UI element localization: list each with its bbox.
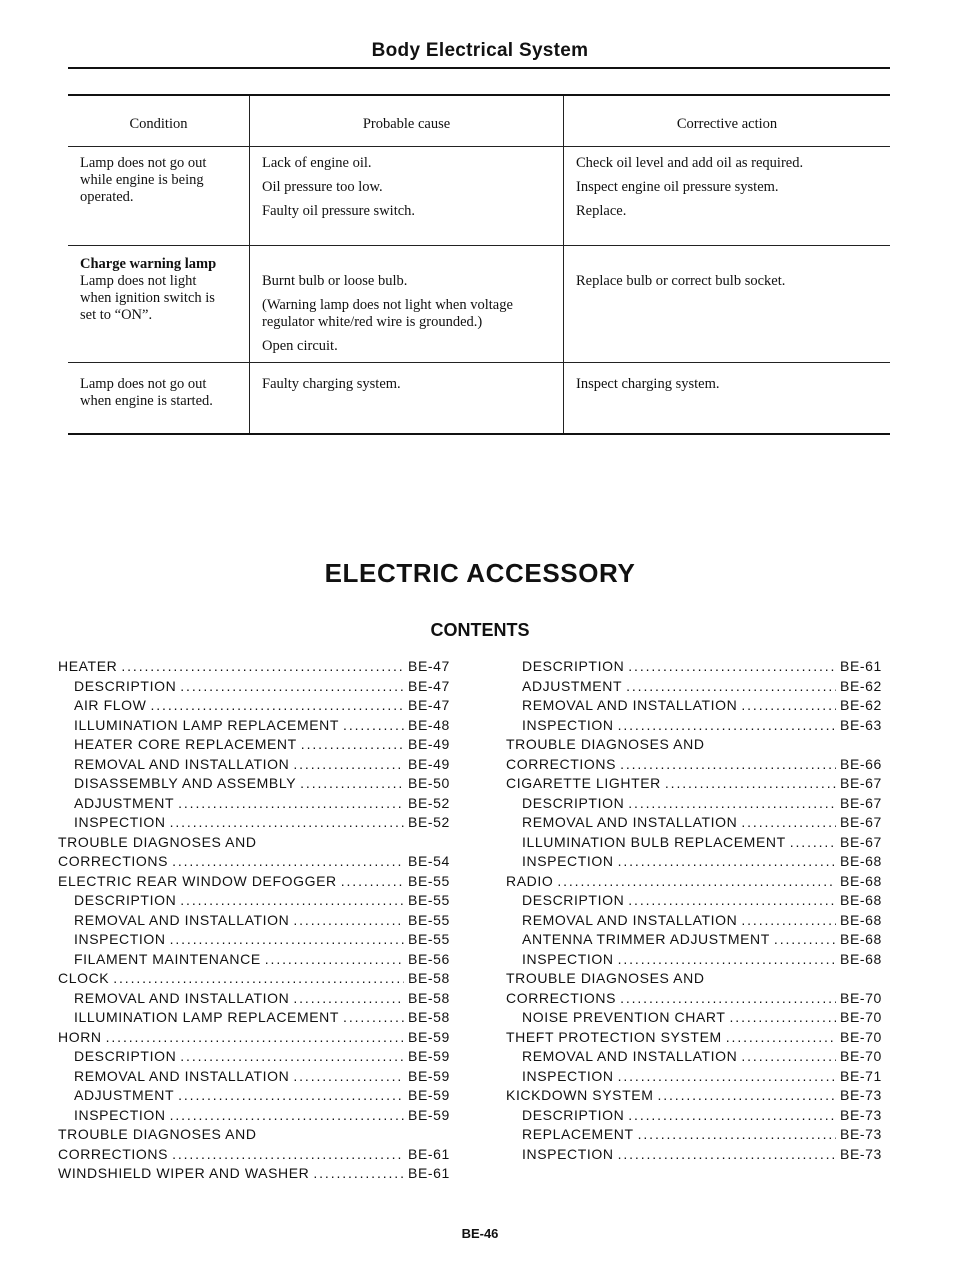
- toc-entry-page: BE-68: [840, 892, 882, 908]
- toc-leader-dots: [730, 1009, 836, 1025]
- toc-entry-page: BE-59: [408, 1067, 450, 1084]
- toc-entry[interactable]: [506, 970, 890, 990]
- toc-leader-dots: [618, 951, 836, 967]
- toc-entry[interactable]: [506, 678, 890, 698]
- toc-entry[interactable]: [506, 853, 890, 873]
- toc-entry[interactable]: [506, 834, 890, 854]
- condition-line: set to “ON”.: [80, 307, 153, 323]
- toc-entry[interactable]: [58, 1087, 458, 1107]
- toc-leader-dots: [293, 756, 404, 772]
- toc-entry[interactable]: [506, 873, 890, 893]
- section-title: ELECTRIC ACCESSORY: [324, 558, 636, 588]
- toc-entry-label: TROUBLE DIAGNOSES AND: [58, 833, 257, 850]
- toc-entry-label: ILLUMINATION LAMP REPLACEMENT: [74, 1009, 340, 1025]
- toc-leader-dots: [293, 1068, 404, 1084]
- column-header-action: Corrective action: [676, 116, 778, 132]
- action-item: Inspect charging system.: [576, 376, 720, 392]
- toc-entry-page: BE-63: [840, 716, 882, 733]
- toc-entry-page: BE-55: [408, 911, 450, 928]
- toc-entry[interactable]: [506, 1146, 890, 1166]
- toc-entry-label: AIR FLOW: [74, 697, 147, 713]
- toc-column-right: [506, 658, 890, 1165]
- toc-entry-page: BE-68: [840, 950, 882, 967]
- toc-entry-label: DESCRIPTION: [74, 892, 177, 908]
- toc-entry-label: HORN: [58, 1028, 102, 1045]
- toc-entry-label: ADJUSTMENT: [522, 677, 623, 694]
- toc-entry[interactable]: [506, 736, 890, 756]
- toc-entry-label: REMOVAL AND INSTALLATION: [522, 1048, 738, 1064]
- toc-entry-page: BE-56: [408, 950, 450, 967]
- toc-entry-page: BE-47: [408, 658, 450, 674]
- toc-entry-label: INSPECTION: [522, 1145, 614, 1162]
- toc-entry-page: BE-67: [840, 794, 882, 811]
- toc-entry[interactable]: [506, 1068, 890, 1088]
- toc-entry-page: BE-67: [840, 833, 882, 850]
- toc-entry[interactable]: [506, 697, 890, 717]
- toc-entry-label: DESCRIPTION: [74, 677, 177, 694]
- toc-entry[interactable]: [506, 990, 890, 1010]
- toc-leader-dots: [343, 717, 404, 733]
- toc-entry-page: BE-50: [408, 775, 450, 791]
- column-header-cause: Probable cause: [250, 96, 564, 146]
- toc-entry-label: TROUBLE DIAGNOSES AND: [506, 970, 705, 986]
- toc-entry-page: BE-61: [408, 1145, 450, 1162]
- toc-entry-page: BE-59: [408, 1028, 450, 1045]
- toc-entry-label: INSPECTION: [522, 1067, 614, 1084]
- condition-line: when engine is started.: [80, 393, 213, 409]
- toc-entry-page: BE-66: [840, 755, 882, 772]
- toc-leader-dots: [628, 892, 836, 908]
- toc-leader-dots: [741, 814, 836, 830]
- toc-entry-page: BE-73: [840, 1087, 882, 1103]
- toc-leader-dots: [313, 1165, 404, 1181]
- toc-entry-page: BE-68: [840, 853, 882, 869]
- contents-heading: CONTENTS: [430, 620, 530, 640]
- toc-entry[interactable]: [506, 1087, 890, 1107]
- toc-entry-page: BE-62: [840, 697, 882, 713]
- toc-entry[interactable]: [506, 912, 890, 932]
- toc-entry-label: REMOVAL AND INSTALLATION: [522, 697, 738, 713]
- toc-leader-dots: [106, 1029, 404, 1045]
- cause-cell: [250, 147, 564, 245]
- toc-entry-page: BE-48: [408, 716, 450, 733]
- toc-entry-label: CORRECTIONS: [58, 1145, 169, 1162]
- toc-entry-page: BE-68: [840, 872, 882, 889]
- toc-leader-dots: [113, 970, 404, 986]
- toc-entry[interactable]: [58, 853, 458, 873]
- toc-entry-page: BE-70: [840, 1048, 882, 1064]
- toc-leader-dots: [618, 1146, 836, 1162]
- toc-leader-dots: [180, 678, 404, 694]
- toc-entry[interactable]: [58, 1009, 458, 1029]
- action-cell: [564, 147, 890, 245]
- toc-entry-label: HEATER CORE REPLACEMENT: [74, 736, 297, 752]
- cause-cell: [250, 246, 564, 362]
- toc-leader-dots: [665, 775, 836, 791]
- toc-entry-label: REPLACEMENT: [522, 1126, 634, 1142]
- toc-leader-dots: [178, 1087, 404, 1103]
- toc-entry-page: BE-49: [408, 755, 450, 772]
- toc-entry[interactable]: [506, 1126, 890, 1146]
- toc-leader-dots: [618, 1068, 836, 1084]
- toc-entry-page: BE-47: [408, 697, 450, 713]
- toc-entry[interactable]: [58, 658, 458, 678]
- toc-entry[interactable]: [58, 697, 458, 717]
- toc-leader-dots: [657, 1087, 836, 1103]
- table-row: [68, 147, 890, 246]
- toc-leader-dots: [301, 736, 404, 752]
- toc-leader-dots: [628, 658, 836, 674]
- toc-column-left: [58, 658, 458, 1185]
- toc-entry[interactable]: [506, 1048, 890, 1068]
- toc-leader-dots: [726, 1029, 836, 1045]
- action-item: Inspect engine oil pressure system.: [576, 179, 779, 195]
- toc-entry-label: TROUBLE DIAGNOSES AND: [58, 1126, 257, 1142]
- toc-entry-page: BE-54: [408, 853, 450, 869]
- toc-leader-dots: [628, 795, 836, 811]
- toc-entry-page: BE-67: [840, 814, 882, 830]
- toc-entry-label: REMOVAL AND INSTALLATION: [74, 1067, 290, 1084]
- toc-leader-dots: [172, 853, 404, 869]
- toc-entry-page: BE-58: [408, 989, 450, 1006]
- toc-entry-label: REMOVAL AND INSTALLATION: [74, 755, 290, 772]
- toc-entry[interactable]: [506, 814, 890, 834]
- condition-line: Lamp does not go out: [80, 155, 207, 171]
- toc-entry-page: BE-67: [840, 775, 882, 791]
- toc-entry-page: BE-55: [408, 892, 450, 908]
- toc-entry-label: INSPECTION: [74, 814, 166, 830]
- cause-item: Oil pressure too low.: [262, 179, 383, 195]
- toc-entry[interactable]: [506, 1029, 890, 1049]
- toc-leader-dots: [341, 873, 404, 889]
- toc-entry[interactable]: [506, 658, 890, 678]
- toc-entry-page: BE-68: [840, 911, 882, 928]
- toc-leader-dots: [620, 990, 836, 1006]
- toc-leader-dots: [180, 892, 404, 908]
- toc-entry-page: BE-59: [408, 1087, 450, 1103]
- toc-entry-page: BE-62: [840, 677, 882, 694]
- toc-entry[interactable]: [58, 717, 458, 737]
- toc-leader-dots: [170, 814, 404, 830]
- toc-leader-dots: [628, 1107, 836, 1123]
- toc-entry-label: DESCRIPTION: [522, 794, 625, 811]
- toc-entry-page: BE-61: [840, 658, 882, 674]
- toc-entry-label: CORRECTIONS: [506, 989, 617, 1006]
- toc-leader-dots: [121, 658, 404, 674]
- toc-leader-dots: [293, 912, 404, 928]
- cause-item: Lack of engine oil.: [262, 155, 372, 171]
- toc-leader-dots: [620, 756, 836, 772]
- cause-item: Open circuit.: [262, 338, 338, 354]
- toc-leader-dots: [626, 678, 836, 694]
- toc-entry-label: REMOVAL AND INSTALLATION: [74, 911, 290, 928]
- toc-entry[interactable]: [58, 678, 458, 698]
- toc-leader-dots: [790, 834, 836, 850]
- toc-entry-label: HEATER: [58, 658, 118, 674]
- toc-entry[interactable]: [58, 1029, 458, 1049]
- toc-entry-label: INSPECTION: [522, 716, 614, 733]
- toc-entry-page: BE-59: [408, 1048, 450, 1064]
- toc-leader-dots: [741, 697, 836, 713]
- condition-cell: [68, 246, 250, 362]
- condition-line: Lamp does not light: [80, 273, 197, 289]
- toc-entry[interactable]: [58, 970, 458, 990]
- header-rule: [68, 67, 890, 69]
- toc-entry-page: BE-61: [408, 1165, 450, 1181]
- toc-entry-label: ADJUSTMENT: [74, 794, 175, 811]
- toc-entry[interactable]: [58, 931, 458, 951]
- toc-entry-label: INSPECTION: [74, 1106, 166, 1123]
- toc-entry-label: DISASSEMBLY AND ASSEMBLY: [74, 775, 297, 791]
- toc-leader-dots: [774, 931, 836, 947]
- condition-heading: Charge warning lamp: [80, 256, 217, 272]
- condition-line: operated.: [80, 189, 134, 205]
- toc-entry-label: RADIO: [506, 872, 554, 889]
- toc-leader-dots: [343, 1009, 404, 1025]
- toc-entry-page: BE-73: [840, 1145, 882, 1162]
- column-header-condition: Condition: [68, 96, 250, 146]
- toc-entry-label: INSPECTION: [74, 931, 166, 947]
- toc-entry[interactable]: [58, 990, 458, 1010]
- cause-item: Faulty charging system.: [262, 376, 401, 392]
- toc-entry[interactable]: [58, 1165, 458, 1185]
- condition-line: while engine is being: [80, 172, 204, 188]
- action-cell: [564, 363, 890, 433]
- toc-entry-page: BE-52: [408, 794, 450, 811]
- cause-item: (Warning lamp does not light when voltage regulator white/red wire is grounded.): [262, 297, 513, 330]
- toc-entry[interactable]: [506, 717, 890, 737]
- toc-leader-dots: [180, 1048, 404, 1064]
- condition-line: Lamp does not go out: [80, 376, 207, 392]
- toc-entry[interactable]: [58, 912, 458, 932]
- toc-entry[interactable]: [506, 795, 890, 815]
- toc-entry-page: BE-73: [840, 1106, 882, 1123]
- toc-entry[interactable]: [58, 756, 458, 776]
- toc-entry[interactable]: [58, 1048, 458, 1068]
- toc-leader-dots: [172, 1146, 404, 1162]
- toc-entry-label: CIGARETTE LIGHTER: [506, 775, 661, 791]
- action-item: Check oil level and add oil as required.: [576, 155, 804, 171]
- toc-entry[interactable]: [58, 736, 458, 756]
- toc-leader-dots: [300, 775, 404, 791]
- cause-item: Faulty oil pressure switch.: [262, 203, 416, 219]
- condition-line: when ignition switch is: [80, 290, 215, 306]
- toc-entry-page: BE-70: [840, 1009, 882, 1025]
- toc-entry-page: BE-47: [408, 677, 450, 694]
- toc-entry[interactable]: [58, 1126, 458, 1146]
- toc-entry[interactable]: [58, 775, 458, 795]
- toc-leader-dots: [557, 873, 836, 889]
- cause-cell: [250, 363, 564, 433]
- toc-entry[interactable]: [506, 892, 890, 912]
- toc-entry-page: BE-70: [840, 989, 882, 1006]
- toc-leader-dots: [150, 697, 404, 713]
- table-row: [68, 363, 890, 433]
- toc-leader-dots: [170, 931, 404, 947]
- condition-cell: [68, 363, 250, 433]
- toc-entry-page: BE-55: [408, 872, 450, 889]
- toc-entry-label: FILAMENT MAINTENANCE: [74, 950, 261, 967]
- toc-entry-label: INSPECTION: [522, 950, 614, 967]
- table-row: [68, 246, 890, 363]
- toc-leader-dots: [741, 1048, 836, 1064]
- table-header-row: [68, 96, 890, 147]
- toc-entry-label: REMOVAL AND INSTALLATION: [522, 814, 738, 830]
- action-cell: [564, 246, 890, 362]
- toc-entry-page: BE-58: [408, 1009, 450, 1025]
- toc-entry-label: NOISE PREVENTION CHART: [522, 1009, 726, 1025]
- cause-item: Burnt bulb or loose bulb.: [262, 273, 408, 289]
- toc-entry[interactable]: [58, 795, 458, 815]
- toc-entry[interactable]: [58, 834, 458, 854]
- toc-leader-dots: [741, 912, 836, 928]
- toc-entry-label: KICKDOWN SYSTEM: [506, 1087, 654, 1103]
- toc-entry-label: DESCRIPTION: [74, 1048, 177, 1064]
- toc-entry-page: BE-58: [408, 970, 450, 986]
- toc-entry-label: REMOVAL AND INSTALLATION: [522, 911, 738, 928]
- toc-entry-label: THEFT PROTECTION SYSTEM: [506, 1028, 722, 1045]
- toc-leader-dots: [178, 795, 404, 811]
- toc-entry-page: BE-52: [408, 814, 450, 830]
- toc-leader-dots: [170, 1107, 404, 1123]
- toc-entry[interactable]: [58, 1107, 458, 1127]
- toc-entry-page: BE-49: [408, 736, 450, 752]
- toc-entry-label: ILLUMINATION LAMP REPLACEMENT: [74, 716, 340, 733]
- toc-entry-page: BE-70: [840, 1028, 882, 1045]
- toc-leader-dots: [293, 990, 404, 1006]
- toc-entry[interactable]: [58, 892, 458, 912]
- toc-entry[interactable]: [506, 756, 890, 776]
- toc-entry-page: BE-59: [408, 1106, 450, 1123]
- toc-entry-label: DESCRIPTION: [522, 1106, 625, 1123]
- action-item: Replace.: [576, 203, 627, 219]
- toc-entry-label: CORRECTIONS: [506, 755, 617, 772]
- toc-entry[interactable]: [506, 951, 890, 971]
- toc-entry[interactable]: [58, 1146, 458, 1166]
- trouble-table: [68, 94, 890, 435]
- toc-entry-label: INSPECTION: [522, 853, 614, 869]
- toc-entry-label: CLOCK: [58, 970, 110, 986]
- toc-entry-label: REMOVAL AND INSTALLATION: [74, 989, 290, 1006]
- toc-entry[interactable]: [506, 1009, 890, 1029]
- toc-entry[interactable]: [58, 951, 458, 971]
- toc-leader-dots: [618, 717, 836, 733]
- toc-entry-page: BE-71: [840, 1067, 882, 1084]
- toc-entry-label: WINDSHIELD WIPER AND WASHER: [58, 1165, 310, 1181]
- toc-leader-dots: [618, 853, 836, 869]
- toc-entry-page: BE-68: [840, 931, 882, 947]
- action-item: Replace bulb or correct bulb socket.: [576, 273, 786, 289]
- toc-entry-label: CORRECTIONS: [58, 853, 169, 869]
- toc-entry[interactable]: [58, 1068, 458, 1088]
- toc-entry-label: ANTENNA TRIMMER ADJUSTMENT: [522, 931, 770, 947]
- toc-entry-label: ELECTRIC REAR WINDOW DEFOGGER: [58, 872, 337, 889]
- toc-entry[interactable]: [506, 775, 890, 795]
- toc-entry-label: ILLUMINATION BULB REPLACEMENT: [522, 833, 786, 850]
- page-header: Body Electrical System: [371, 40, 589, 61]
- toc-entry-page: BE-73: [840, 1126, 882, 1142]
- toc-entry-label: ADJUSTMENT: [74, 1087, 175, 1103]
- toc-entry[interactable]: [58, 873, 458, 893]
- toc-leader-dots: [265, 951, 404, 967]
- condition-cell: [68, 147, 250, 245]
- page-number: BE-46: [461, 1226, 499, 1241]
- toc-entry-label: DESCRIPTION: [522, 658, 625, 674]
- toc-entry[interactable]: [506, 931, 890, 951]
- toc-entry[interactable]: [58, 814, 458, 834]
- toc-entry-label: TROUBLE DIAGNOSES AND: [506, 736, 705, 752]
- toc-entry[interactable]: [506, 1107, 890, 1127]
- toc-entry-label: DESCRIPTION: [522, 892, 625, 908]
- toc-leader-dots: [638, 1126, 836, 1142]
- toc-entry-page: BE-55: [408, 931, 450, 947]
